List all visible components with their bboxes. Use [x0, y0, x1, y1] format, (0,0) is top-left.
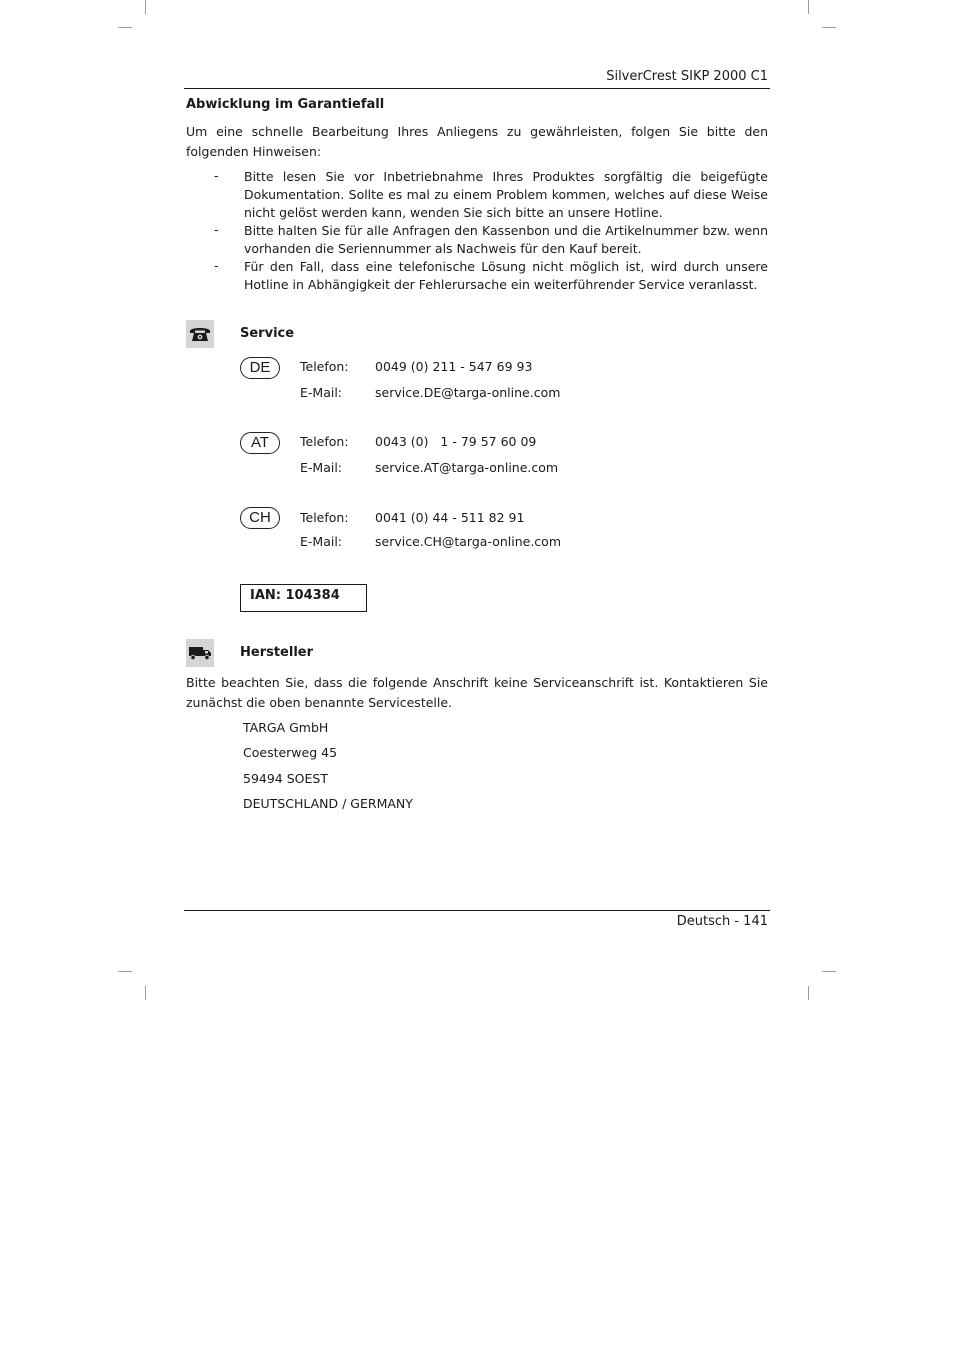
crop-mark — [118, 27, 132, 28]
email-label: E-Mail: — [300, 534, 343, 549]
bullet-item: Bitte lesen Sie vor Inbetriebnahme Ihres Produktes sorgfältig die beigefügte Dokumentation. Sollte es mal zu einem Problem kommen, welches auf diese Weise nicht gelöst werden kann, wenden Sie sich bitte an unsere Hotline. — [244, 169, 768, 220]
crop-mark — [822, 971, 836, 972]
address-line: TARGA GmbH — [243, 720, 329, 735]
bullet-dash: - — [214, 222, 219, 237]
warranty-intro: Um eine schnelle Bearbeitung Ihres Anliegens zu gewährleisten, folgen Sie bitte den folgenden Hinweisen: — [186, 124, 768, 159]
ian-box — [240, 584, 367, 612]
email-address-de: service.DE@targa-online.com — [375, 385, 561, 400]
crop-mark — [822, 27, 836, 28]
bullet-dash: - — [214, 168, 219, 183]
manufacturer-note: Bitte beachten Sie, dass die folgende Anschrift keine Serviceanschrift ist. Kontaktieren Sie zunächst die oben benannte Servicestelle. — [186, 675, 768, 710]
address-line: DEUTSCHLAND / GERMANY — [243, 796, 413, 811]
page-header-product: SilverCrest SIKP 2000 C1 — [606, 69, 768, 84]
address-line: 59494 SOEST — [243, 771, 328, 786]
bullet-dash: - — [214, 258, 219, 273]
page-number: Deutsch - 141 — [676, 914, 768, 929]
crop-mark — [118, 971, 132, 972]
telephone-icon — [186, 320, 214, 348]
phone-number-at: 0043 (0) 1 - 79 57 60 09 — [375, 434, 537, 449]
email-label: E-Mail: — [300, 460, 343, 475]
email-address-ch: service.CH@targa-online.com — [375, 534, 561, 549]
crop-mark — [145, 0, 146, 14]
country-badge-at: AT — [240, 432, 280, 454]
phone-label: Telefon: — [300, 510, 349, 525]
crop-mark — [145, 986, 146, 1000]
phone-label: Telefon: — [300, 359, 349, 374]
email-label: E-Mail: — [300, 385, 343, 400]
address-line: Coesterweg 45 — [243, 745, 338, 760]
ian-number: IAN: 104384 — [250, 588, 340, 603]
footer-rule — [184, 910, 770, 911]
bullet-item: Für den Fall, dass eine telefonische Lösung nicht möglich ist, wird durch unsere Hotline in Abhängigkeit der Fehlerursache ein weiterführender Service veranlasst. — [244, 259, 768, 292]
crop-mark — [808, 0, 809, 14]
email-address-at: service.AT@targa-online.com — [375, 460, 559, 475]
section-heading-service: Service — [240, 326, 295, 341]
header-rule — [184, 88, 770, 89]
phone-number-de: 0049 (0) 211 - 547 69 93 — [375, 359, 533, 374]
phone-label: Telefon: — [300, 434, 349, 449]
section-heading-warranty: Abwicklung im Garantiefall — [186, 97, 385, 112]
country-badge-ch: CH — [240, 507, 280, 529]
crop-mark — [808, 986, 809, 1000]
bullet-item: Bitte halten Sie für alle Anfragen den Kassenbon und die Artikelnummer bzw. wenn vorhanden die Seriennummer als Nachweis für den Kauf bereit. — [244, 223, 768, 256]
phone-number-ch: 0041 (0) 44 - 511 82 91 — [375, 510, 525, 525]
truck-icon — [186, 639, 214, 667]
country-badge-de: DE — [240, 357, 280, 379]
section-heading-manufacturer: Hersteller — [240, 645, 314, 660]
